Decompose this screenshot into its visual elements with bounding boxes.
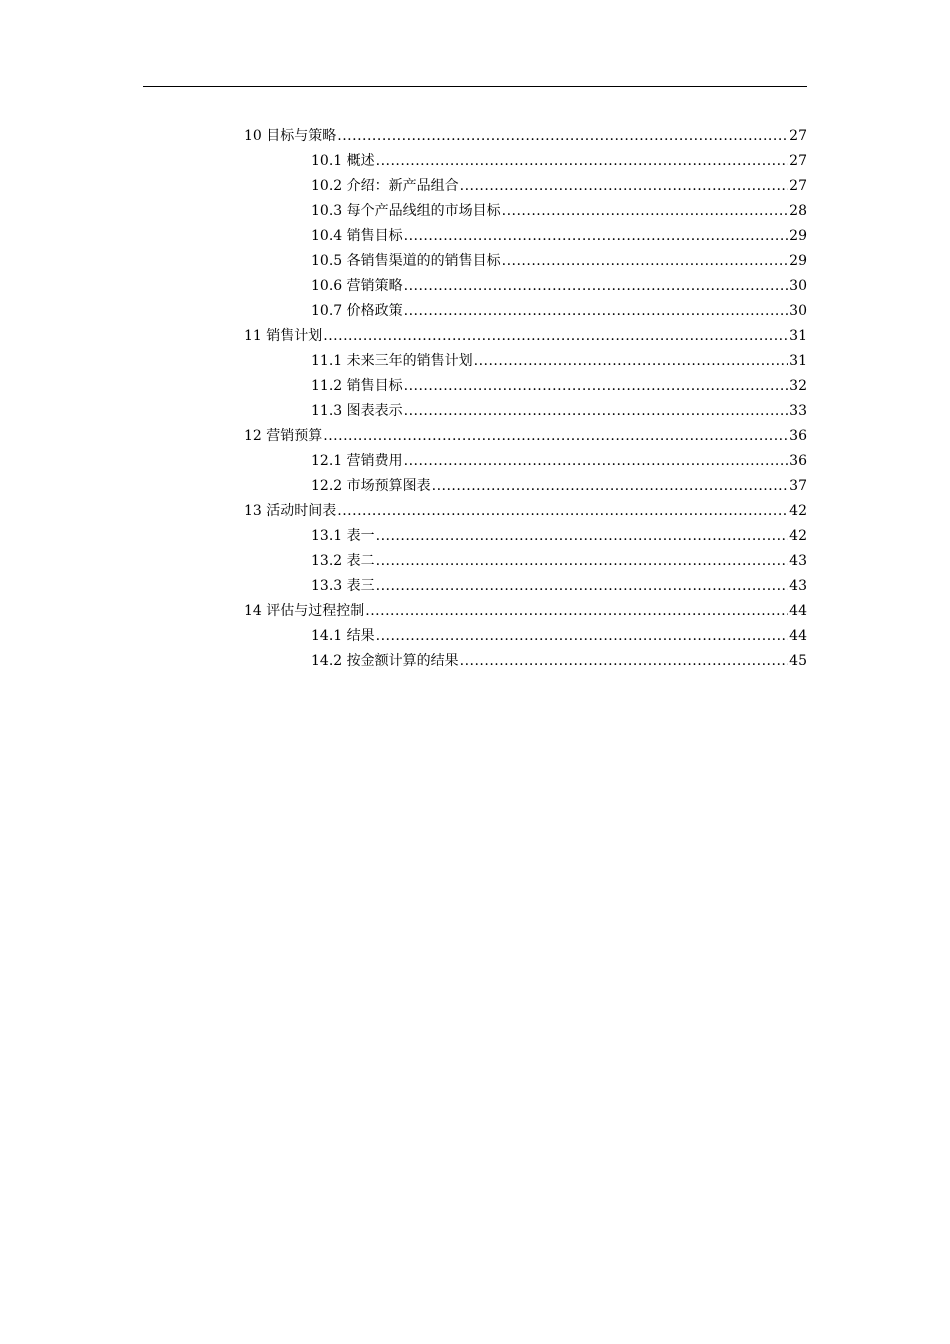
toc-entry[interactable]: [244, 124, 807, 149]
toc-entry-title: 10.1 概述: [311, 153, 375, 169]
toc-entry-page-number: 37: [789, 478, 807, 494]
toc-dot-leader: [365, 599, 788, 624]
toc-entry-page-number: 45: [789, 653, 807, 669]
toc-entry-title: 13 活动时间表: [244, 503, 337, 519]
toc-dot-leader: [502, 199, 789, 224]
toc-entry-page-number: 27: [789, 128, 807, 144]
toc-dot-leader: [502, 249, 789, 274]
toc-dot-leader: [376, 574, 789, 599]
toc-entry-page-number: 28: [789, 203, 807, 219]
toc-entry[interactable]: [244, 449, 807, 474]
toc-entry[interactable]: [244, 249, 807, 274]
toc-entry-page-number: 43: [789, 553, 807, 569]
toc-dot-leader: [404, 399, 789, 424]
toc-entry-page-number: 30: [789, 303, 807, 319]
header-rule: [143, 86, 807, 87]
toc-entry-title: 10.4 销售目标: [311, 228, 403, 244]
toc-entry-title: 13.3 表三: [311, 578, 375, 594]
toc-entry[interactable]: [244, 299, 807, 324]
toc-dot-leader: [404, 449, 789, 474]
toc-dot-leader: [460, 174, 789, 199]
toc-entry-title: 10.2 介绍：新产品组合: [311, 178, 459, 194]
toc-entry-title: 13.2 表二: [311, 553, 375, 569]
toc-entry-title: 10 目标与策略: [244, 128, 337, 144]
toc-entry-title: 12 营销预算: [244, 428, 323, 444]
toc-entry-title: 10.3 每个产品线组的市场目标: [311, 203, 501, 219]
toc-entry-title: 11.1 未来三年的销售计划: [311, 353, 473, 369]
toc-entry-title: 14.1 结果: [311, 628, 375, 644]
toc-entry-title: 11 销售计划: [244, 328, 323, 344]
toc-dot-leader: [323, 424, 788, 449]
toc-entry-page-number: 30: [789, 278, 807, 294]
toc-entry[interactable]: [244, 424, 807, 449]
table-of-contents: [244, 124, 807, 674]
toc-dot-leader: [460, 649, 789, 674]
toc-entry-title: 14.2 按金额计算的结果: [311, 653, 459, 669]
toc-entry-title: 12.1 营销费用: [311, 453, 403, 469]
toc-entry-title: 12.2 市场预算图表: [311, 478, 431, 494]
toc-entry-page-number: 32: [789, 378, 807, 394]
toc-entry-page-number: 36: [789, 453, 807, 469]
toc-entry[interactable]: [244, 524, 807, 549]
toc-entry-title: 14 评估与过程控制: [244, 603, 365, 619]
toc-entry-page-number: 44: [789, 628, 807, 644]
toc-dot-leader: [376, 549, 789, 574]
toc-dot-leader: [376, 149, 789, 174]
toc-entry-title: 10.6 营销策略: [311, 278, 403, 294]
toc-entry[interactable]: [244, 599, 807, 624]
toc-entry-title: 11.2 销售目标: [311, 378, 403, 394]
toc-entry[interactable]: [244, 499, 807, 524]
toc-entry[interactable]: [244, 199, 807, 224]
toc-entry-page-number: 27: [789, 178, 807, 194]
toc-entry-page-number: 43: [789, 578, 807, 594]
toc-dot-leader: [404, 374, 789, 399]
toc-entry[interactable]: [244, 549, 807, 574]
toc-entry[interactable]: [244, 349, 807, 374]
toc-entry-page-number: 29: [789, 253, 807, 269]
toc-entry[interactable]: [244, 574, 807, 599]
toc-dot-leader: [404, 274, 789, 299]
toc-entry[interactable]: [244, 149, 807, 174]
toc-dot-leader: [376, 624, 789, 649]
toc-entry[interactable]: [244, 374, 807, 399]
toc-dot-leader: [432, 474, 789, 499]
toc-entry[interactable]: [244, 474, 807, 499]
toc-dot-leader: [337, 499, 788, 524]
toc-entry-title: 10.5 各销售渠道的的销售目标: [311, 253, 501, 269]
toc-entry[interactable]: [244, 399, 807, 424]
toc-dot-leader: [474, 349, 789, 374]
toc-entry-title: 11.3 图表表示: [311, 403, 403, 419]
toc-dot-leader: [323, 324, 788, 349]
toc-entry[interactable]: [244, 624, 807, 649]
toc-entry[interactable]: [244, 649, 807, 674]
toc-dot-leader: [337, 124, 788, 149]
toc-entry-page-number: 31: [789, 353, 807, 369]
toc-entry-page-number: 36: [789, 428, 807, 444]
toc-entry-page-number: 29: [789, 228, 807, 244]
toc-entry-title: 13.1 表一: [311, 528, 375, 544]
toc-entry[interactable]: [244, 224, 807, 249]
toc-entry[interactable]: [244, 274, 807, 299]
toc-entry[interactable]: [244, 324, 807, 349]
toc-entry[interactable]: [244, 174, 807, 199]
toc-dot-leader: [376, 524, 789, 549]
toc-entry-page-number: 27: [789, 153, 807, 169]
toc-entry-title: 10.7 价格政策: [311, 303, 403, 319]
toc-entry-page-number: 42: [789, 528, 807, 544]
toc-entry-page-number: 33: [789, 403, 807, 419]
toc-entry-page-number: 42: [789, 503, 807, 519]
toc-dot-leader: [404, 299, 789, 324]
toc-entry-page-number: 44: [789, 603, 807, 619]
toc-dot-leader: [404, 224, 789, 249]
toc-entry-page-number: 31: [789, 328, 807, 344]
